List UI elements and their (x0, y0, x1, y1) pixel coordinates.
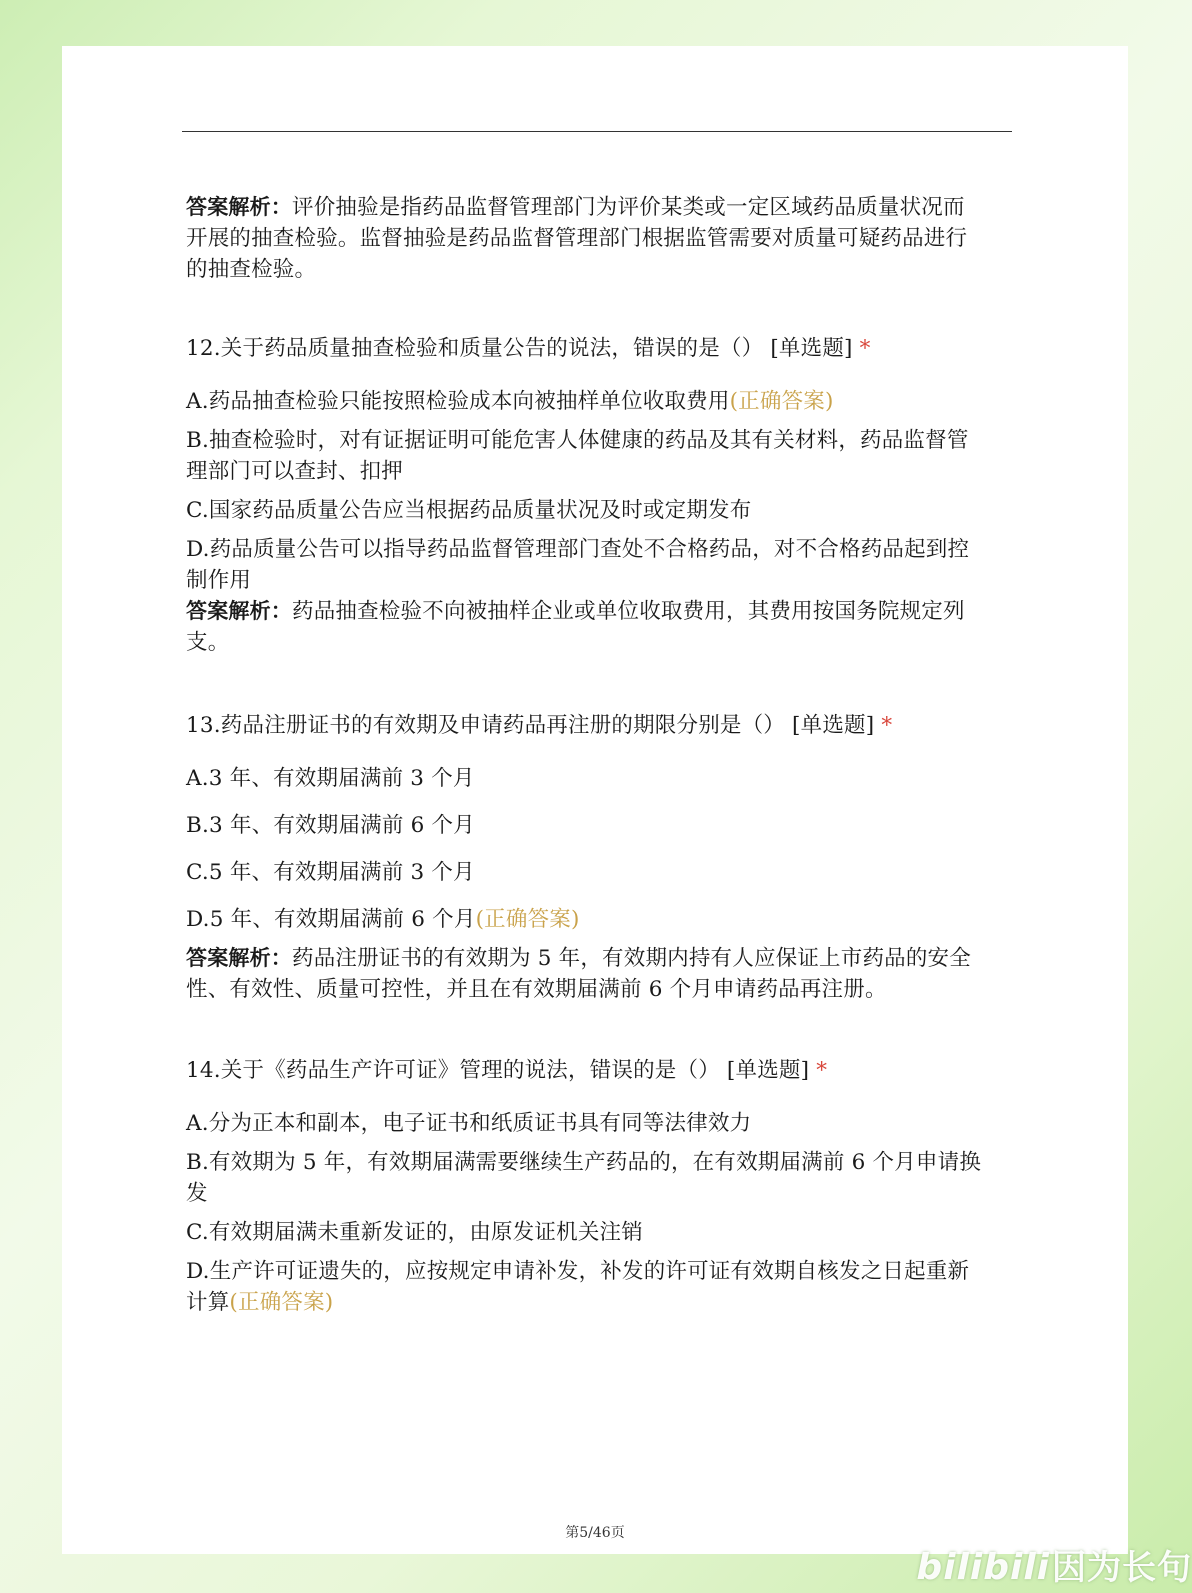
analysis-text: 药品注册证书的有效期为 5 年，有效期内持有人应保证上市药品的安全 (292, 946, 971, 971)
analysis-label: 答案解析： (186, 599, 292, 623)
page-number: 第5/46页 (565, 1525, 625, 1541)
question-13 (186, 710, 1078, 1005)
option-c: C.国家药品质量公告应当根据药品质量状况及时或定期发布 (186, 498, 752, 523)
correct-answer-mark: (正确答案) (229, 1290, 334, 1315)
option-c: C.有效期届满未重新发证的，由原发证机关注销 (186, 1220, 643, 1245)
question-14 (186, 1055, 1078, 1318)
analysis-line (186, 192, 1078, 223)
option-a: A.3 年、有效期届满前 3 个月 (186, 766, 475, 791)
correct-answer-mark: (正确答案) (475, 907, 580, 932)
watermark-brand: bilibili (916, 1547, 1050, 1588)
correct-answer-mark: (正确答案) (729, 389, 834, 414)
question-title-text: 12.关于药品质量抽查检验和质量公告的说法，错误的是（） [单选题] (186, 336, 853, 361)
option-b: B.有效期为 5 年，有效期届满需要继续生产药品的，在有效期届满前 6 个月申请换 (186, 1150, 982, 1175)
analysis-line: 性、有效性、质量可控性，并且在有效期届满前 6 个月申请药品再注册。 (186, 977, 887, 1002)
option-b-cont: 理部门可以查封、扣押 (186, 459, 404, 484)
analysis-line: 开展的抽查检验。监督抽验是药品监督管理部门根据监管需要对质量可疑药品进行 (186, 226, 968, 251)
option-text: 计算 (186, 1290, 230, 1315)
option-c: C.5 年、有效期届满前 3 个月 (186, 860, 475, 885)
option-a (186, 386, 1078, 417)
question-title (186, 1055, 1078, 1086)
required-star: * (881, 713, 893, 738)
option-b-cont: 发 (186, 1181, 208, 1206)
analysis-line (186, 596, 1078, 627)
question-12 (186, 333, 1078, 658)
analysis-text: 药品抽查检验不向被抽样企业或单位收取费用，其费用按国务院规定列 (292, 599, 965, 624)
option-text: D.5 年、有效期届满前 6 个月 (186, 907, 476, 932)
question-title (186, 710, 1078, 741)
intro-analysis (186, 192, 1078, 285)
option-d: D.药品质量公告可以指导药品监督管理部门查处不合格药品，对不合格药品起到控 (186, 537, 970, 562)
question-title (186, 333, 1078, 364)
option-d-cont (186, 1287, 1078, 1318)
option-d: D.生产许可证遗失的，应按规定申请补发，补发的许可证有效期自核发之日起重新 (186, 1259, 970, 1284)
question-title-text: 14.关于《药品生产许可证》管理的说法，错误的是（） [单选题] (186, 1058, 810, 1083)
analysis-line: 的抽查检验。 (186, 257, 317, 282)
page-content (186, 176, 1078, 1318)
option-d-cont: 制作用 (186, 568, 252, 593)
analysis-label: 答案解析： (186, 195, 292, 219)
watermark (916, 1540, 1192, 1589)
option-text: A.药品抽查检验只能按照检验成本向被抽样单位收取费用 (186, 389, 730, 414)
document-page (62, 46, 1128, 1554)
analysis-label: 答案解析： (186, 946, 292, 970)
analysis-line: 支。 (186, 630, 230, 655)
question-title-text: 13.药品注册证书的有效期及申请药品再注册的期限分别是（） [单选题] (186, 713, 875, 738)
analysis-text: 评价抽验是指药品监督管理部门为评价某类或一定区域药品质量状况而 (292, 195, 965, 220)
option-d (186, 904, 1078, 935)
option-a: A.分为正本和副本，电子证书和纸质证书具有同等法律效力 (186, 1111, 752, 1136)
required-star: * (859, 336, 871, 361)
watermark-user: 因为长句 (1052, 1548, 1192, 1588)
analysis-line (186, 943, 1078, 974)
option-b: B.抽查检验时，对有证据证明可能危害人体健康的药品及其有关材料，药品监督管 (186, 428, 969, 453)
required-star: * (816, 1058, 828, 1083)
header-rule (182, 131, 1012, 132)
option-b: B.3 年、有效期届满前 6 个月 (186, 813, 475, 838)
